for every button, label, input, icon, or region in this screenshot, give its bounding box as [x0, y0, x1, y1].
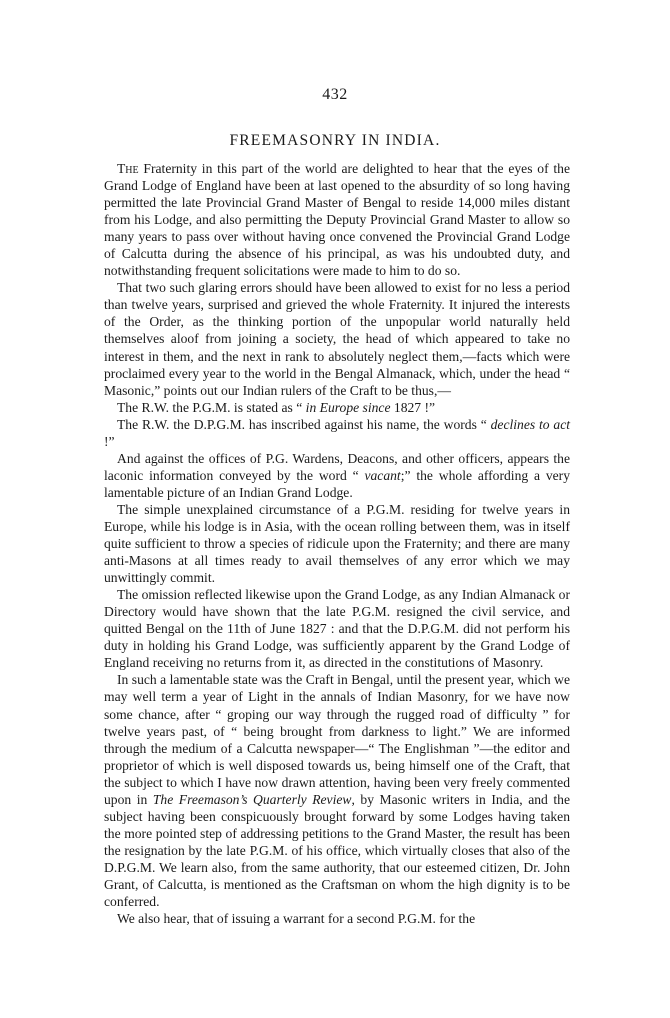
text-segment: The R.W. the D.P.G.M. has inscribed against his name, the words “ [117, 416, 491, 432]
paragraph [104, 910, 570, 927]
text-segment: And against the offices of P.G. Wardens, Deacons, and other officers, appears the laconic information conveyed by the word “ [104, 450, 570, 483]
paragraph [104, 586, 570, 671]
paragraph [104, 399, 570, 416]
paragraph [104, 279, 570, 398]
text-segment: We also hear, that of issuing a warrant for a second P.G.M. for the [117, 911, 476, 927]
text-segment: Fraternity in this part of the world are delighted to hear that the eyes of the Grand Lodge of England have been at last opened to the absurdity of so long having permitted the late Provincial Grand Master of Bengal to reside 14,000 miles distant from his Lodge, and also permitting the Deputy Provincial Grand Master to allow so many years to pass over without having once convened the Provincial Grand Lodge of Calcutta during the absence of his principal, as was his undoubted duty, and notwithstanding frequent solicitations were made to him to do so. [104, 161, 570, 279]
paragraph [104, 671, 570, 910]
text-segment: That two such glaring errors should have been allowed to exist for no less a period than twelve years, surprised and grieved the whole Fraternity. It injured the interests of the Order, as the thinking portion of the unpopular world naturally held themselves aloof from joining a society, the head of which appeared to take no interest in them, and the next in rank to absolutely neglect them,—facts which were proclaimed every year to the world in the Bengal Almanack, which, under the head “ Masonic,” points out our Indian rulers of the Craft to be thus,— [104, 280, 570, 398]
page-number: 432 [322, 86, 348, 103]
text-segment: The R.W. the P.G.M. is stated as “ [117, 399, 306, 415]
paragraph-lead-word: The [117, 161, 139, 176]
paragraph [104, 160, 570, 279]
text-segment: The simple unexplained circumstance of a P.G.M. residing for twelve years in Europe, while his lodge is in Asia, with the ocean rolling between them, was in itself quite sufficient to throw a species of ridicule upon the Fraternity; and there are many anti-Masons at all times ready to avail themselves of any error which we may unwittingly commit. [104, 501, 570, 586]
paragraph [104, 450, 570, 501]
italic-text: declines to act [490, 416, 570, 432]
text-segment: 1827 !” [390, 399, 436, 415]
text-segment: , by Masonic writers in India, and the subject having been conspicuously brought forward by some Lodges having taken the more pointed step of addressing petitions to the Grand Master, the result has been the resignation by the late P.G.M. of his office, which virtually closes that also of the D.P.G.M. We learn also, from the same authority, that our esteemed citizen, Dr. John Grant, of Calcutta, is mentioned as the Craftsman on whom the high dignity is to be conferred. [104, 791, 570, 910]
paragraph [104, 416, 570, 450]
italic-text: in Europe since [305, 399, 391, 415]
article-body [104, 160, 570, 927]
article-title: FREEMASONRY IN INDIA. [229, 132, 441, 149]
italic-text: vacant [364, 467, 401, 483]
italic-text: The Freemason’s Quarterly Review [152, 791, 352, 807]
text-segment: ;” the whole affording a very lamentable picture of an Indian Grand Lodge. [104, 467, 570, 500]
text-segment: In such a lamentable state was the Craft in Bengal, until the present year, which we may well term a year of Light in the annals of Indian Masonry, for we have now some chance, after “ groping our way through the rugged road of difficulty ” for twelve years past, of “ being brought from darkness to light.” We are informed through the medium of a Calcutta newspaper—“ The Englishman ”—the editor and proprietor of which is well disposed towards us, being himself one of the Craft, that the subject to which I have now drawn attention, having been very freely commented upon in [104, 672, 570, 807]
text-segment: The omission reflected likewise upon the Grand Lodge, as any Indian Almanack or Directory would have shown that the late P.G.M. resigned the civil service, and quitted Bengal on the 11th of June 1827 : and that the D.P.G.M. did not perform his duty in holding his Grand Lodge, was sufficiently apparent by the Grand Lodge of England receiving no returns from it, as directed in the constitutions of Masonry. [104, 587, 570, 671]
text-segment: !” [104, 433, 115, 449]
paragraph [104, 501, 570, 586]
